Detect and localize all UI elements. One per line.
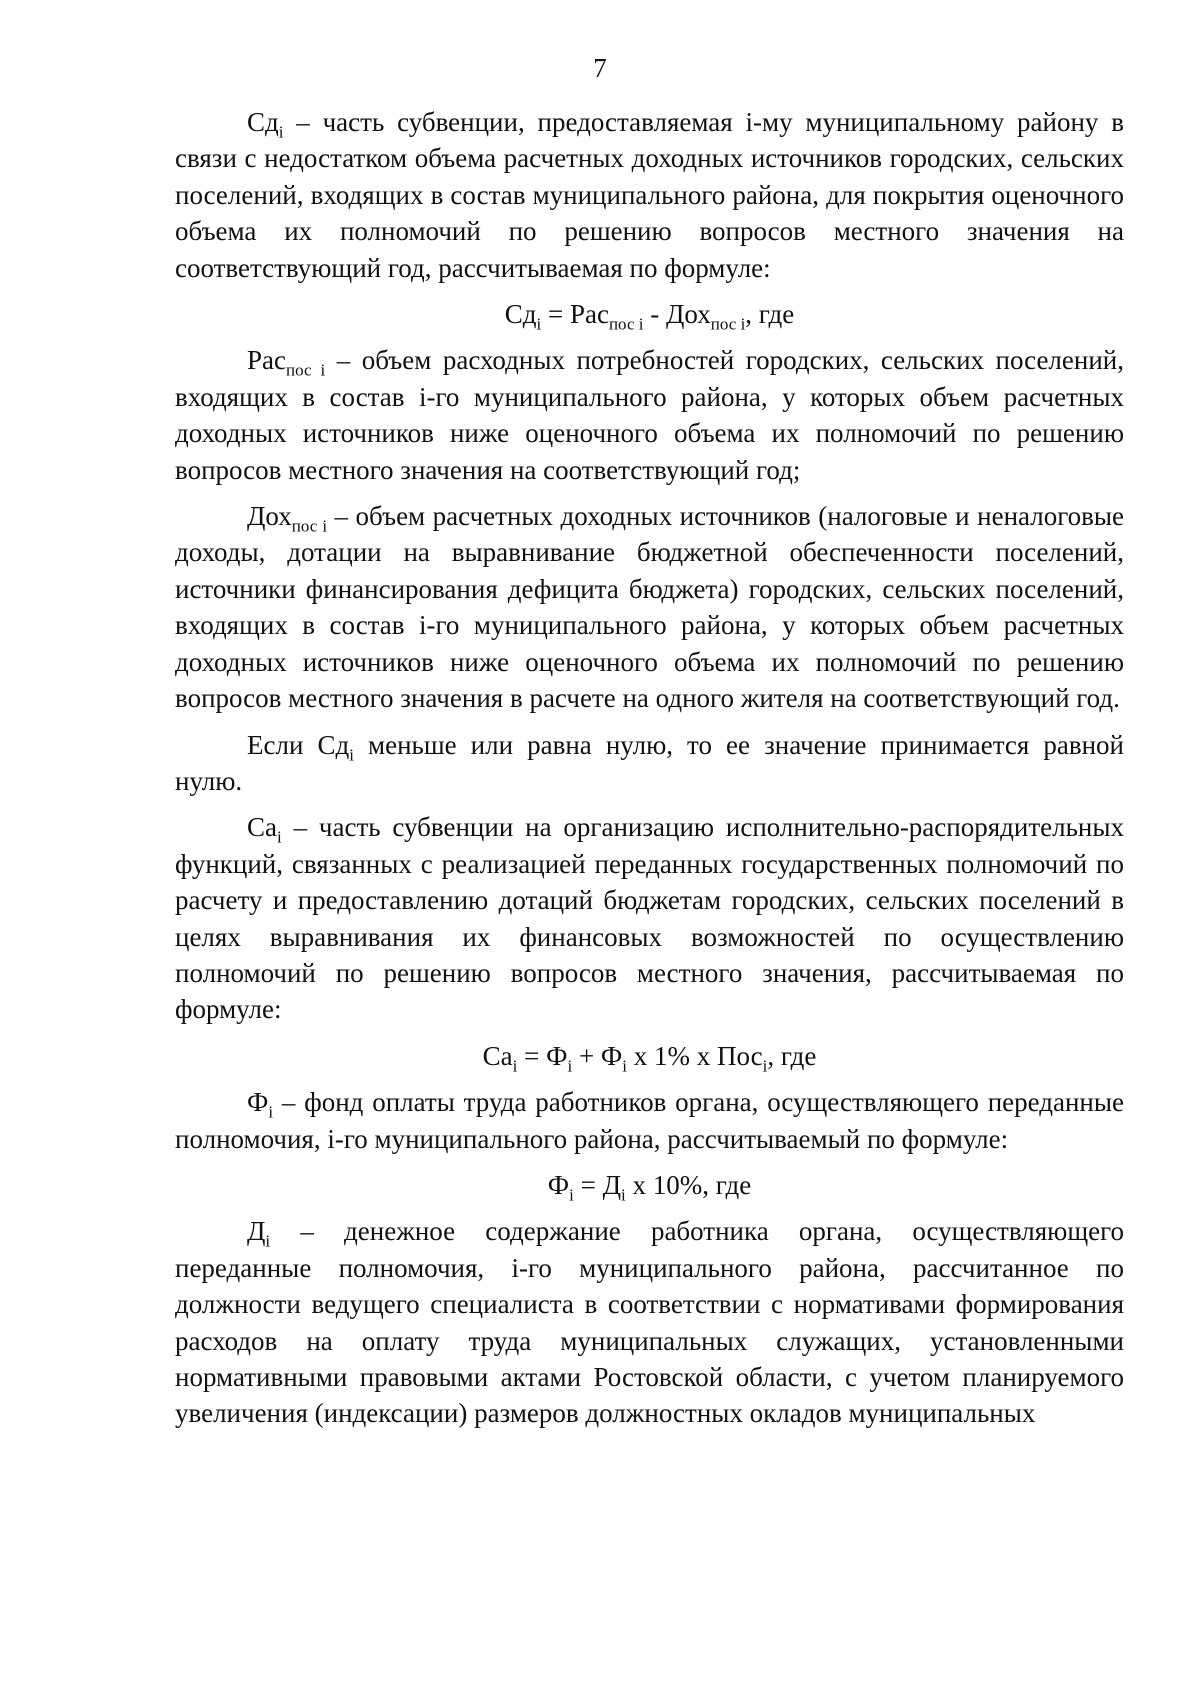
paragraph-sd-zero-rule: Если $Сд_i$ меньше или равна нулю, то ее значение принимается равной нулю. xyxy=(175,729,1124,796)
paragraph-d-definition: $Д_i$ – денежное содержание работника органа, осуществляющего переданные полномочия, i-го муниципального района, рассчитанное по должности ведущего специалиста в соответствии с нормативами формирования расходов на оплату труда муниципальных служащих, установленными нормативными правовыми актами Ростовской области, с учетом планируемого увеличения (индексации) размеров должностных окладов муниципальных xyxy=(175,1216,1124,1429)
symbol-ras: Рас$_{пос i}$ xyxy=(247,345,326,380)
formula-f: $Ф_i = Д_i$ х 10%, где xyxy=(547,1169,752,1205)
symbol-sa: $Са_i$ xyxy=(247,812,282,847)
paragraph-sa-definition: $Са_i$ – часть субвенции на организацию исполнительно-распорядительных функций, связанных с реализацией переданных государственных полномочий по расчету и предоставлению дотаций бюджетам городских, сельских поселений в целях выравнивания их финансовых возможностей по осуществлению полномочий по решению вопросов местного значения, рассчитываемая по формуле: xyxy=(175,812,1124,1025)
paragraph-f-definition: $Ф_i$ – фонд оплаты труда работников органа, осуществляющего переданные полномочия, i-го муниципального района, рассчитываемый по формуле: xyxy=(175,1087,1124,1154)
symbol-dox: Дох$_{пос i}$ xyxy=(247,501,328,536)
symbol-d: $Д_i$ xyxy=(247,1216,271,1251)
paragraph-ras-definition: Рас$_{пос i}$ – объем расходных потребностей городских, сельских поселений, входящих в состав i-го муниципального района, у которых объем расчетных доходных источников ниже оценочного объема их полномочий по решению вопросов местного значения на соответствующий год; xyxy=(175,345,1124,485)
symbol-sd: $Сд_i$ xyxy=(317,729,354,764)
formula-sa: $Са_i = Ф_i + Ф_i$ х 1% х Пос$_i$, где xyxy=(482,1040,817,1076)
symbol-f: $Ф_i$ xyxy=(247,1087,274,1122)
paragraph-sd-definition: $Сд_i$ – часть субвенции, предоставляемая i-му муниципальному району в связи с недостатком объема расчетных доходных источников городских, сельских поселений, входящих в состав муниципального района, для покрытия оценочного объема их полномочий по решению вопросов местного значения на соответствующий год, рассчитываемая по формуле: xyxy=(175,107,1124,283)
symbol-sd: $Сд_i$ xyxy=(247,107,284,142)
document-body xyxy=(175,104,1124,1442)
paragraph-dox-definition: Дох$_{пос i}$ – объем расчетных доходных источников (налоговые и неналоговые доходы, дотации на выравнивание бюджетной обеспеченности поселений, источники финансирования дефицита бюджета) городских, сельских поселений, входящих в состав i-го муниципального района, у которых объем расчетных доходных источников ниже оценочного объема их полномочий по решению вопросов местного значения в расчете на одного жителя на соответствующий год. xyxy=(175,501,1124,714)
formula-sd: $Сд_i = Рас_{пос i} - Дох_{пос i}$, где xyxy=(504,299,795,334)
page-number: 7 xyxy=(593,53,607,83)
